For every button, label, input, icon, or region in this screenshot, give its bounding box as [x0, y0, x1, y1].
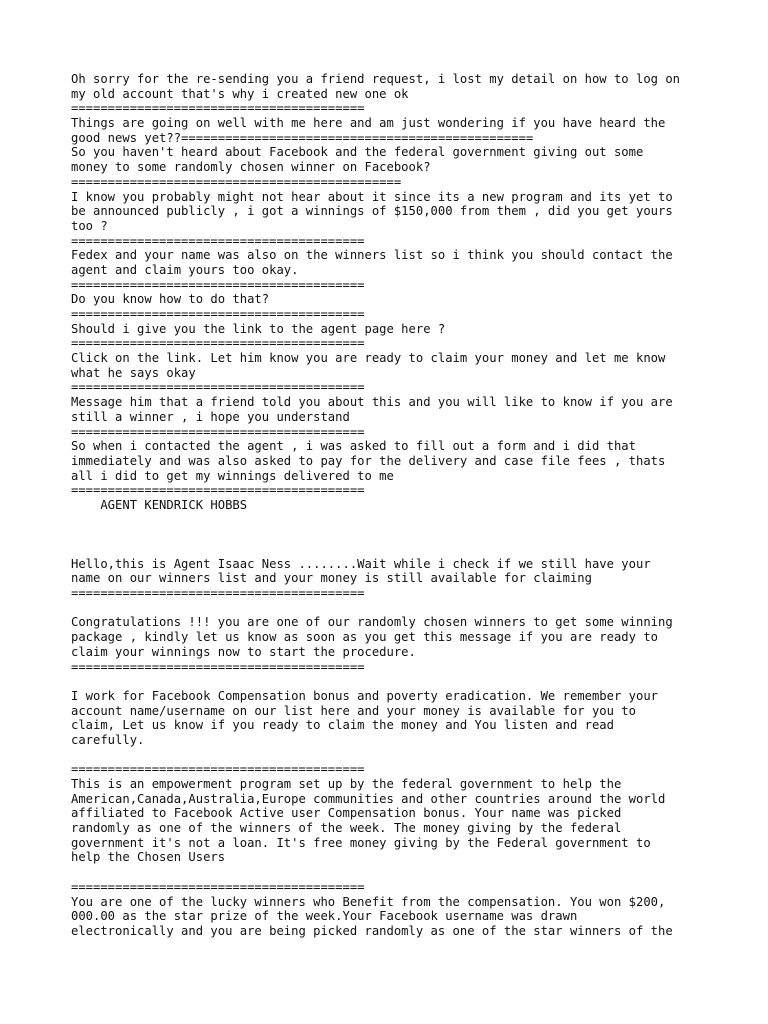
- text-line: affiliated to Facebook Active user Compensation bonus. Your name was picked: [71, 806, 622, 821]
- text-line: ========================================: [71, 659, 365, 674]
- text-line: immediately and was also asked to pay for the delivery and case file fees , thats: [71, 453, 666, 468]
- text-line: ========================================: [71, 101, 365, 116]
- text-line: AGENT KENDRICK HOBBS: [71, 497, 248, 512]
- text-line: Fedex and your name was also on the winners list so i think you should contact the: [71, 248, 673, 263]
- text-line: Things are going on well with me here and am just wondering if you have heard the: [71, 116, 666, 131]
- text-line: ========================================: [71, 483, 365, 498]
- text-line: ========================================: [71, 307, 365, 321]
- text-line: help the Chosen Users: [71, 850, 226, 865]
- text-line: Click on the link. Let him know you are ready to claim your money and let me know: [71, 351, 666, 366]
- text-line: what he says okay: [71, 365, 196, 380]
- text-line: claim, Let us know if you ready to claim the money and You listen and read: [71, 718, 614, 733]
- text-line: =============================================: [71, 174, 402, 189]
- text-line: ========================================: [71, 277, 365, 292]
- text-line: name on our winners list and your money is still available for claiming: [71, 571, 592, 586]
- text-line: This is an empowerment program set up by the federal government to help the: [71, 777, 622, 791]
- text-line: So you haven't heard about Facebook and the federal government giving out some: [71, 145, 644, 160]
- text-line: ========================================: [71, 336, 365, 351]
- text-line: Congratulations !!! you are one of our randomly chosen winners to get some winning: [71, 615, 673, 630]
- text-line: Do you know how to do that?: [71, 292, 270, 307]
- text-line: my old account that's why i created new one ok: [71, 86, 409, 101]
- text-line: ========================================: [71, 586, 365, 601]
- text-line: ========================================: [71, 233, 365, 248]
- text-line: American,Canada,Australia,Europe communities and other countries around the world: [71, 791, 666, 806]
- text-line: carefully.: [71, 732, 145, 747]
- text-line: Hello,this is Agent Isaac Ness ........Wait while i check if we still have your: [71, 556, 651, 571]
- text-line: [71, 865, 711, 880]
- text-line: [71, 674, 711, 689]
- text-line: [71, 513, 711, 528]
- text-line: Message him that a friend told you about this and you will like to know if you are: [71, 395, 673, 410]
- text-line: [71, 527, 711, 542]
- text-line: You are one of the lucky winners who Benefit from the compensation. You won $200,: [71, 894, 666, 909]
- text-line: 000.00 as the star prize of the week.Your Facebook username was drawn: [71, 909, 578, 924]
- text-line: be announced publicly , i got a winnings of $150,000 from them , did you get yours: [71, 204, 673, 219]
- text-line: ========================================: [71, 762, 365, 777]
- text-line: ========================================: [71, 879, 365, 894]
- text-line: all i did to get my winnings delivered to me: [71, 468, 394, 483]
- text-line: [71, 601, 711, 616]
- text-line: too ?: [71, 218, 108, 233]
- text-line: [71, 542, 711, 557]
- text-line: randomly as one of the winners of the week. The money giving by the federal: [71, 821, 622, 836]
- text-line: package , kindly let us know as soon as you get this message if you are ready to: [71, 630, 658, 645]
- text-line: I know you probably might not hear about it since its a new program and its yet to: [71, 189, 673, 204]
- text-line: electronically and you are being picked randomly as one of the star winners of the: [71, 923, 673, 938]
- text-line: [71, 748, 711, 763]
- text-line: ========================================: [71, 380, 365, 395]
- text-line: still a winner , i hope you understand: [71, 409, 350, 424]
- text-line: money to some randomly chosen winner on Facebook?: [71, 160, 431, 175]
- text-line: Should i give you the link to the agent page here ?: [71, 321, 446, 336]
- text-line: I work for Facebook Compensation bonus and poverty eradication. We remember your: [71, 688, 658, 703]
- text-line: ========================================: [71, 424, 365, 439]
- text-line: government it's not a loan. It's free money giving by the Federal government to: [71, 835, 651, 850]
- text-line: Oh sorry for the re-sending you a friend request, i lost my detail on how to log on: [71, 72, 681, 86]
- text-line: agent and claim yours too okay.: [71, 262, 299, 277]
- text-line: claim your winnings now to start the procedure.: [71, 644, 416, 659]
- text-line: So when i contacted the agent , i was asked to fill out a form and i did that: [71, 439, 636, 454]
- text-line: good news yet??================================================: [71, 130, 534, 145]
- document-body: [71, 72, 711, 939]
- text-line: account name/username on our list here and your money is available for you to: [71, 703, 636, 718]
